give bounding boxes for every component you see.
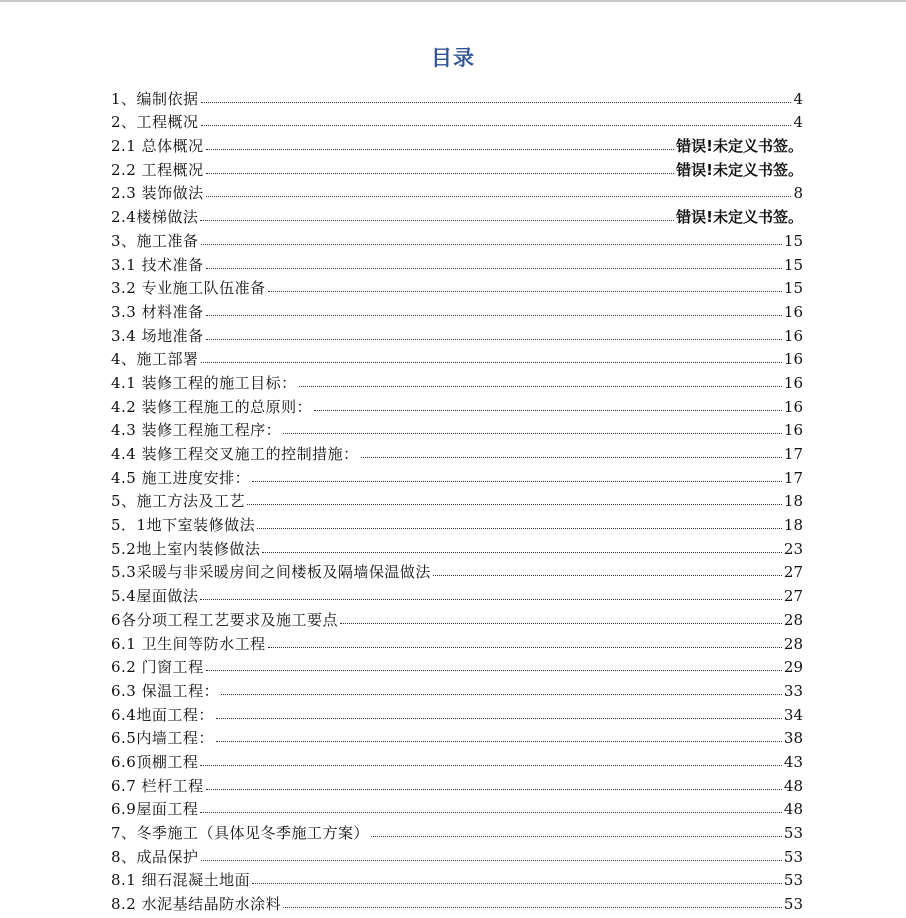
toc-entry-error-text: 错误!未定义书签。 <box>676 160 803 179</box>
toc-entry[interactable] <box>111 416 803 440</box>
toc-entry-label: 5．1地下室装修做法 <box>111 516 256 535</box>
toc-dot-leader <box>200 598 782 600</box>
toc-entry-page-number: 8 <box>793 184 803 203</box>
toc-entry-page-number: 17 <box>783 445 803 463</box>
toc-entry-label: 7、冬季施工（具体见冬季施工方案） <box>111 824 370 842</box>
toc-entry-label: 5.3采暖与非采暖房间之间楼板及隔墙保温做法 <box>111 563 431 582</box>
toc-entry-label: 4.5 施工进度安排： <box>111 468 251 487</box>
toc-entry-page-number: 23 <box>783 539 803 558</box>
toc-entry-label: 6各分项工程工艺要求及施工要点 <box>111 610 339 629</box>
toc-dot-leader <box>200 764 782 766</box>
toc-entry-label: 8、成品保护 <box>111 847 199 866</box>
toc-entry-label: 4、施工部署 <box>111 350 199 369</box>
toc-dot-leader <box>371 835 782 837</box>
toc-entry[interactable] <box>111 700 803 724</box>
toc-entry-label: 8.1 细石混凝土地面 <box>111 871 251 890</box>
toc-entry-label: 5.2地上室内装修做法 <box>111 539 261 558</box>
toc-entry-page-number: 29 <box>783 658 803 677</box>
toc-dot-leader <box>206 314 782 316</box>
toc-entry[interactable] <box>111 131 803 155</box>
toc-dot-leader <box>283 432 782 434</box>
toc-entry[interactable] <box>111 155 803 179</box>
toc-entry-page-number: 48 <box>783 800 803 819</box>
toc-dot-leader <box>206 195 792 197</box>
toc-dot-leader <box>252 882 782 884</box>
toc-dot-leader <box>268 290 782 292</box>
toc-entry-page-number: 4 <box>793 113 803 132</box>
toc-entry-page-number: 16 <box>783 373 803 392</box>
toc-entry[interactable] <box>111 842 803 866</box>
toc-entry[interactable] <box>111 487 803 511</box>
toc-entry-label: 6.6顶棚工程 <box>111 752 199 771</box>
toc-entry-label: 2.4楼梯做法 <box>111 208 199 227</box>
toc-entry[interactable] <box>111 534 803 558</box>
toc-entry-page-number: 48 <box>783 776 803 795</box>
toc-entry[interactable] <box>111 321 803 345</box>
toc-dot-leader <box>257 527 782 529</box>
toc-entry-label: 6.9屋面工程 <box>111 800 199 819</box>
toc-dot-leader <box>201 124 792 126</box>
toc-entry[interactable] <box>111 226 803 250</box>
toc-entry[interactable] <box>111 274 803 298</box>
toc-dot-leader <box>299 385 782 387</box>
toc-entry-page-number: 53 <box>783 824 803 842</box>
toc-entry-label: 6.3 保温工程： <box>111 681 220 700</box>
toc-entry-error-text: 错误!未定义书签。 <box>676 208 803 227</box>
toc-dot-leader <box>216 740 782 742</box>
toc-entry-label: 4.1 装修工程的施工目标： <box>111 373 297 392</box>
toc-dot-leader <box>206 338 782 340</box>
toc-dot-leader <box>200 219 674 221</box>
toc-entry-page-number: 15 <box>783 231 803 250</box>
toc-entry[interactable] <box>111 179 803 203</box>
toc-entry-page-number: 18 <box>783 492 803 511</box>
toc-entry-page-number: 16 <box>783 326 803 345</box>
toc-entry-page-number: 38 <box>783 729 803 748</box>
toc-dot-leader <box>206 669 782 671</box>
toc-entry-page-number: 15 <box>783 255 803 274</box>
toc-dot-leader <box>200 811 782 813</box>
toc-entry-page-number: 4 <box>793 89 803 108</box>
toc-entry[interactable] <box>111 345 803 369</box>
toc-title: 目录 <box>431 46 475 70</box>
toc-entry-label: 4.4 装修工程交叉施工的控制措施： <box>111 445 359 463</box>
toc-entry[interactable] <box>111 297 803 321</box>
toc-entry-label: 6.2 门窗工程 <box>111 658 204 677</box>
toc-entry-error-text: 错误!未定义书签。 <box>676 137 803 156</box>
toc-entry-page-number: 28 <box>783 610 803 629</box>
toc-dot-leader <box>206 148 675 150</box>
toc-entry[interactable] <box>111 439 803 463</box>
toc-entry-label: 3.4 场地准备 <box>111 326 204 345</box>
toc-dot-leader <box>433 574 782 576</box>
toc-entry[interactable] <box>111 581 803 605</box>
toc-entry[interactable] <box>111 392 803 416</box>
toc-entry[interactable] <box>111 866 803 890</box>
toc-entry-page-number: 33 <box>783 681 803 700</box>
toc-entry[interactable] <box>111 653 803 677</box>
toc-dot-leader <box>216 717 782 719</box>
toc-list <box>111 84 803 913</box>
toc-entry[interactable] <box>111 108 803 132</box>
toc-entry-label: 3.2 专业施工队伍准备 <box>111 279 266 298</box>
toc-entry-label: 4.3 装修工程施工程序： <box>111 421 282 440</box>
toc-dot-leader <box>340 622 782 624</box>
toc-entry-page-number: 53 <box>783 895 803 914</box>
toc-entry-label: 2.2 工程概况 <box>111 160 204 179</box>
toc-dot-leader <box>201 859 782 861</box>
toc-entry-page-number: 53 <box>783 871 803 890</box>
toc-entry-label: 6.1 卫生间等防水工程 <box>111 634 266 653</box>
toc-entry[interactable] <box>111 629 803 653</box>
toc-entry-label: 6.4地面工程： <box>111 705 214 724</box>
toc-dot-leader <box>206 788 782 790</box>
toc-dot-leader <box>247 503 782 505</box>
toc-entry[interactable] <box>111 889 803 913</box>
toc-entry[interactable] <box>111 818 803 842</box>
toc-entry[interactable] <box>111 202 803 226</box>
toc-dot-leader <box>314 409 782 411</box>
toc-entry[interactable] <box>111 795 803 819</box>
toc-entry-page-number: 53 <box>783 847 803 866</box>
toc-entry-page-number: 17 <box>783 468 803 487</box>
toc-entry-label: 4.2 装修工程施工的总原则： <box>111 397 313 416</box>
toc-entry-page-number: 16 <box>783 350 803 369</box>
toc-entry[interactable] <box>111 368 803 392</box>
toc-entry[interactable] <box>111 510 803 534</box>
toc-entry-label: 2.1 总体概况 <box>111 137 204 156</box>
toc-entry-label: 2、工程概况 <box>111 113 199 132</box>
toc-dot-leader <box>201 243 782 245</box>
toc-entry-label: 2.3 装饰做法 <box>111 184 204 203</box>
toc-entry[interactable] <box>111 747 803 771</box>
toc-dot-leader <box>268 646 782 648</box>
toc-entry-page-number: 27 <box>783 563 803 582</box>
toc-dot-leader <box>283 906 782 908</box>
toc-entry[interactable] <box>111 771 803 795</box>
toc-entry-label: 6.5内墙工程： <box>111 729 214 748</box>
toc-entry[interactable] <box>111 84 803 108</box>
toc-entry-label: 5、施工方法及工艺 <box>111 492 246 511</box>
toc-entry-page-number: 27 <box>783 587 803 606</box>
toc-entry-page-number: 28 <box>783 634 803 653</box>
toc-entry[interactable] <box>111 250 803 274</box>
toc-entry-label: 8.2 水泥基结晶防水涂料 <box>111 895 282 914</box>
toc-entry-label: 6.7 栏杆工程 <box>111 776 204 795</box>
toc-dot-leader <box>221 693 782 695</box>
toc-entry[interactable] <box>111 558 803 582</box>
toc-entry[interactable] <box>111 676 803 700</box>
toc-entry-label: 3.3 材料准备 <box>111 302 204 321</box>
toc-entry[interactable] <box>111 605 803 629</box>
toc-dot-leader <box>262 551 782 553</box>
toc-dot-leader <box>252 480 782 482</box>
toc-entry-page-number: 15 <box>783 279 803 298</box>
toc-dot-leader <box>361 456 782 458</box>
toc-entry-page-number: 43 <box>783 752 803 771</box>
toc-entry[interactable] <box>111 463 803 487</box>
toc-entry-label: 5.4屋面做法 <box>111 587 199 606</box>
toc-dot-leader <box>201 101 792 103</box>
toc-entry-page-number: 16 <box>783 397 803 416</box>
toc-dot-leader <box>201 361 782 363</box>
toc-entry-page-number: 16 <box>783 302 803 321</box>
toc-dot-leader <box>206 172 675 174</box>
toc-entry-page-number: 16 <box>783 421 803 440</box>
toc-entry-label: 1、编制依据 <box>111 89 199 108</box>
toc-dot-leader <box>206 267 782 269</box>
toc-entry[interactable] <box>111 724 803 748</box>
toc-entry-label: 3、施工准备 <box>111 231 199 250</box>
toc-entry-page-number: 18 <box>783 516 803 535</box>
toc-entry-label: 3.1 技术准备 <box>111 255 204 274</box>
toc-entry-page-number: 34 <box>783 705 803 724</box>
